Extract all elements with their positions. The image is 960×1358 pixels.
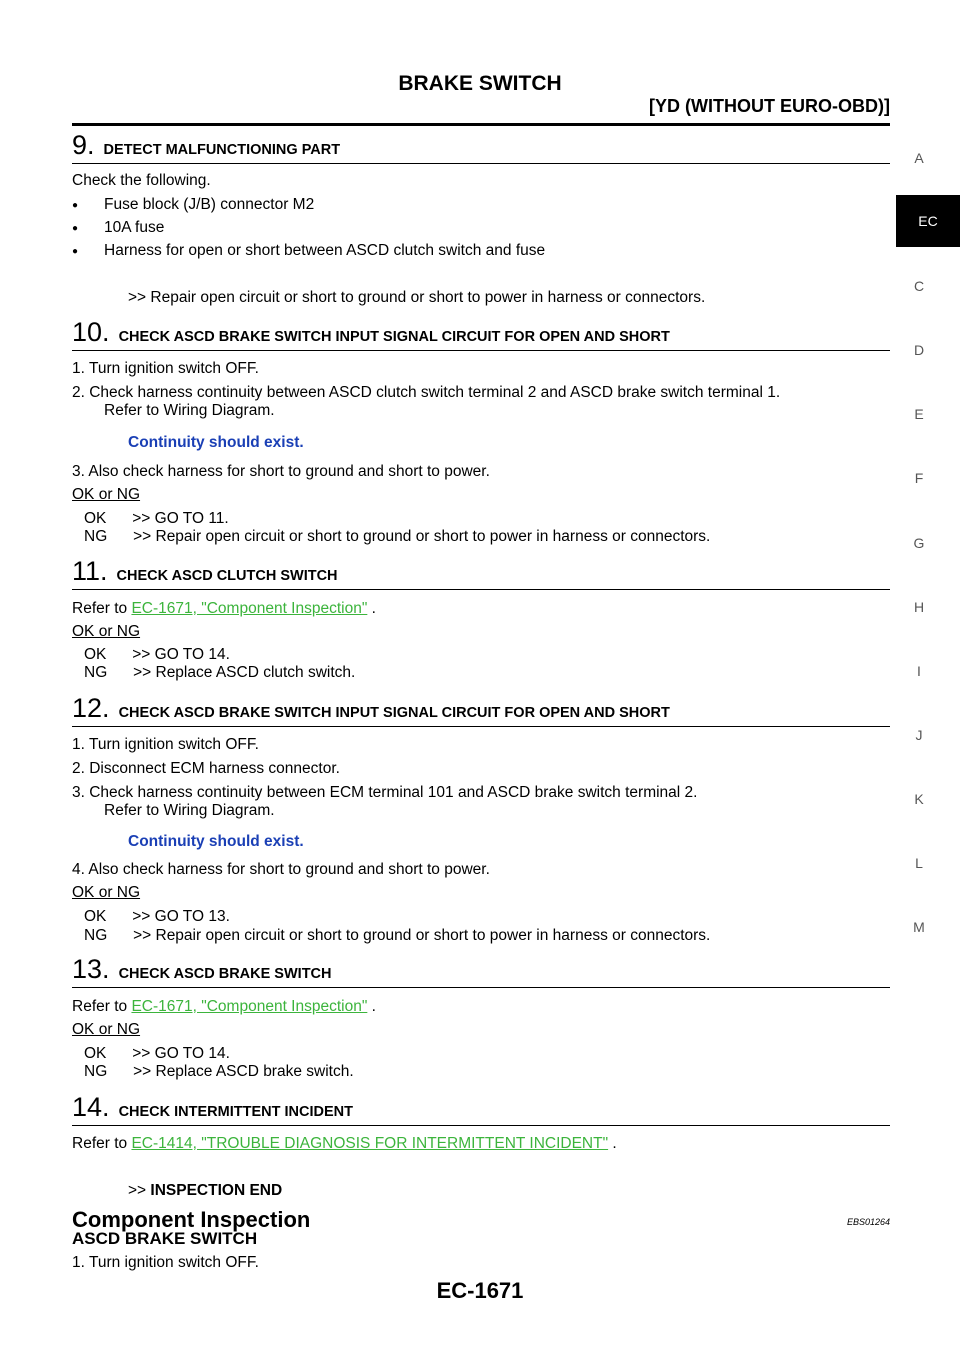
component-line-1: 1. Turn ignition switch OFF. <box>72 1254 259 1271</box>
side-index-f[interactable]: F <box>914 470 924 486</box>
step-12-ok: OK >> GO TO 13. <box>84 908 230 925</box>
step-10-line-1: 1. Turn ignition switch OFF. <box>72 360 259 377</box>
step-9-intro: Check the following. <box>72 172 211 189</box>
side-index-j[interactable]: J <box>915 727 923 743</box>
side-index-i[interactable]: I <box>917 663 921 679</box>
step-12-line-2: 2. Disconnect ECM harness connector. <box>72 760 340 777</box>
step-10-header: 10 . CHECK ASCD BRAKE SWITCH INPUT SIGNAL CIRCUIT FOR OPEN AND SHORT <box>72 319 890 351</box>
step-11-okng: OK or NG <box>72 623 141 640</box>
step-12-line-3b: Refer to Wiring Diagram. <box>104 802 275 819</box>
step-title: CHECK ASCD BRAKE SWITCH INPUT SIGNAL CIRCUIT FOR OPEN AND SHORT <box>118 329 670 345</box>
step-10-line-2b: Refer to Wiring Diagram. <box>104 402 275 419</box>
step-12-line-3: 3. Check harness continuity between ECM terminal 101 and ASCD brake switch terminal 2. <box>72 784 698 801</box>
list-item: ● 10A fuse <box>104 219 164 237</box>
header-divider <box>72 123 890 126</box>
component-inspection-link[interactable]: EC-1671, "Component Inspection" <box>131 998 368 1015</box>
step-12-header: 12 . CHECK ASCD BRAKE SWITCH INPUT SIGNAL CIRCUIT FOR OPEN AND SHORT <box>72 695 890 727</box>
side-index-g[interactable]: G <box>913 535 925 551</box>
list-item: ● Harness for open or short between ASCD clutch switch and fuse <box>104 242 545 260</box>
step-11-header: 11 . CHECK ASCD CLUTCH SWITCH <box>72 558 890 590</box>
side-index-ec-active[interactable]: EC <box>896 195 960 247</box>
step-10-spec: Continuity should exist. <box>128 434 304 451</box>
step-14-refer: Refer to EC-1414, "TROUBLE DIAGNOSIS FOR INTERMITTENT INCIDENT" . <box>72 1135 617 1152</box>
step-13-ng: NG >> Replace ASCD brake switch. <box>84 1063 354 1080</box>
step-10-line-3: 3. Also check harness for short to ground and short to power. <box>72 463 490 480</box>
step-number: 9 <box>72 130 88 160</box>
step-number: 13 <box>72 954 103 984</box>
step-10-okng: OK or NG <box>72 486 141 503</box>
step-9-header: 9 . DETECT MALFUNCTIONING PART <box>72 132 890 164</box>
side-index-a[interactable]: A <box>914 150 924 166</box>
step-title: CHECK ASCD CLUTCH SWITCH <box>116 568 338 584</box>
step-13-header: 13 . CHECK ASCD BRAKE SWITCH <box>72 956 890 988</box>
step-12-line-4: 4. Also check harness for short to ground and short to power. <box>72 861 490 878</box>
side-index-d[interactable]: D <box>913 342 925 358</box>
step-number: 11 <box>72 556 101 586</box>
step-title: CHECK ASCD BRAKE SWITCH <box>118 966 332 982</box>
step-11-refer: Refer to EC-1671, "Component Inspection" . <box>72 600 376 617</box>
step-title: DETECT MALFUNCTIONING PART <box>103 142 341 158</box>
step-12-line-1: 1. Turn ignition switch OFF. <box>72 736 259 753</box>
step-title: CHECK ASCD BRAKE SWITCH INPUT SIGNAL CIRCUIT FOR OPEN AND SHORT <box>118 705 670 721</box>
section-title: Component Inspection <box>72 1207 311 1232</box>
page-number: EC-1671 <box>436 1278 524 1303</box>
step-10-line-2: 2. Check harness continuity between ASCD clutch switch terminal 2 and ASCD brake switch terminal 1. <box>72 384 781 401</box>
side-index-e[interactable]: E <box>914 406 924 422</box>
step-10-ng: NG >> Repair open circuit or short to ground or short to power in harness or connectors. <box>84 528 711 545</box>
step-9-result: >> Repair open circuit or short to ground or short to power in harness or connectors. <box>128 289 706 306</box>
step-14-end: >> INSPECTION END <box>128 1182 283 1199</box>
intermittent-incident-link[interactable]: EC-1414, "TROUBLE DIAGNOSIS FOR INTERMITTENT INCIDENT" <box>131 1135 609 1152</box>
step-14-header: 14 . CHECK INTERMITTENT INCIDENT <box>72 1094 890 1126</box>
step-number: 10 <box>72 317 103 347</box>
step-12-spec: Continuity should exist. <box>128 833 304 850</box>
step-12-okng: OK or NG <box>72 884 141 901</box>
side-index-k[interactable]: K <box>914 791 924 807</box>
step-number: 12 <box>72 693 103 723</box>
step-13-refer: Refer to EC-1671, "Component Inspection" . <box>72 998 376 1015</box>
side-index-m[interactable]: M <box>913 919 925 935</box>
step-11-ng: NG >> Replace ASCD clutch switch. <box>84 664 356 681</box>
page-subtitle: [YD (WITHOUT EURO-OBD)] <box>649 96 890 116</box>
section-code: EBS01264 <box>846 1217 890 1227</box>
step-12-ng: NG >> Repair open circuit or short to ground or short to power in harness or connectors. <box>84 927 711 944</box>
component-inspection-link[interactable]: EC-1671, "Component Inspection" <box>131 600 368 617</box>
step-13-ok: OK >> GO TO 14. <box>84 1045 230 1062</box>
step-title: CHECK INTERMITTENT INCIDENT <box>118 1104 353 1120</box>
section-subtitle: ASCD BRAKE SWITCH <box>72 1229 258 1248</box>
side-index-l[interactable]: L <box>915 855 923 871</box>
step-11-ok: OK >> GO TO 14. <box>84 646 230 663</box>
side-index-c[interactable]: C <box>913 278 925 294</box>
page-title: BRAKE SWITCH <box>398 72 562 95</box>
step-13-okng: OK or NG <box>72 1021 141 1038</box>
side-index-h[interactable]: H <box>913 599 925 615</box>
list-item: ● Fuse block (J/B) connector M2 <box>104 196 314 214</box>
step-10-ok: OK >> GO TO 11. <box>84 510 229 527</box>
step-number: 14 <box>72 1092 103 1122</box>
